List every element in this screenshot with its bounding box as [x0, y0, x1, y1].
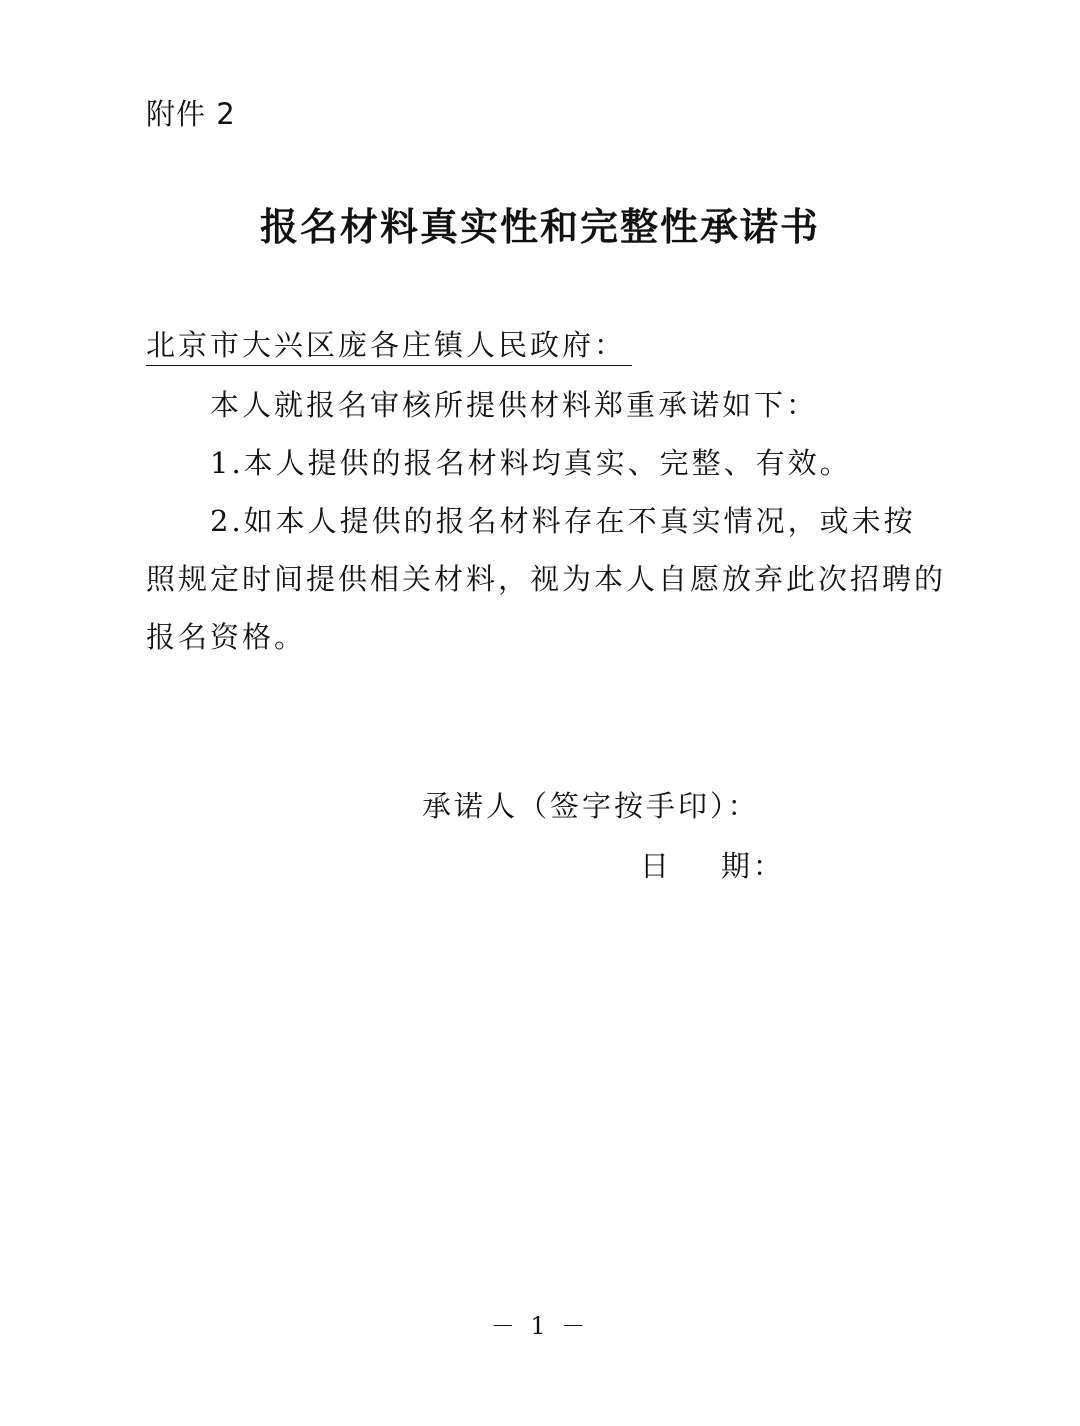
date-label: 日 期： [640, 849, 785, 883]
paragraph-item-1: 1.本人提供的报名材料均真实、完整、有效。 [210, 446, 852, 480]
salutation-recipient: 北京市大兴区庞各庄镇人民政府： [146, 325, 632, 366]
document-title: 报名材料真实性和完整性承诺书 [259, 205, 820, 249]
attachment-label: 附件 2 [146, 97, 236, 131]
paragraph-item-2: 2.如本人提供的报名材料存在不真实情况，或未按照规定时间提供相关材料，视为本人自愿放弃此次招聘的报名资格。 [146, 504, 947, 654]
page-number: － 1 － [490, 1312, 590, 1340]
paragraph-intro: 本人就报名审核所提供材料郑重承诺如下： [210, 388, 819, 422]
signature-label: 承诺人（签字按手印）： [422, 789, 760, 823]
